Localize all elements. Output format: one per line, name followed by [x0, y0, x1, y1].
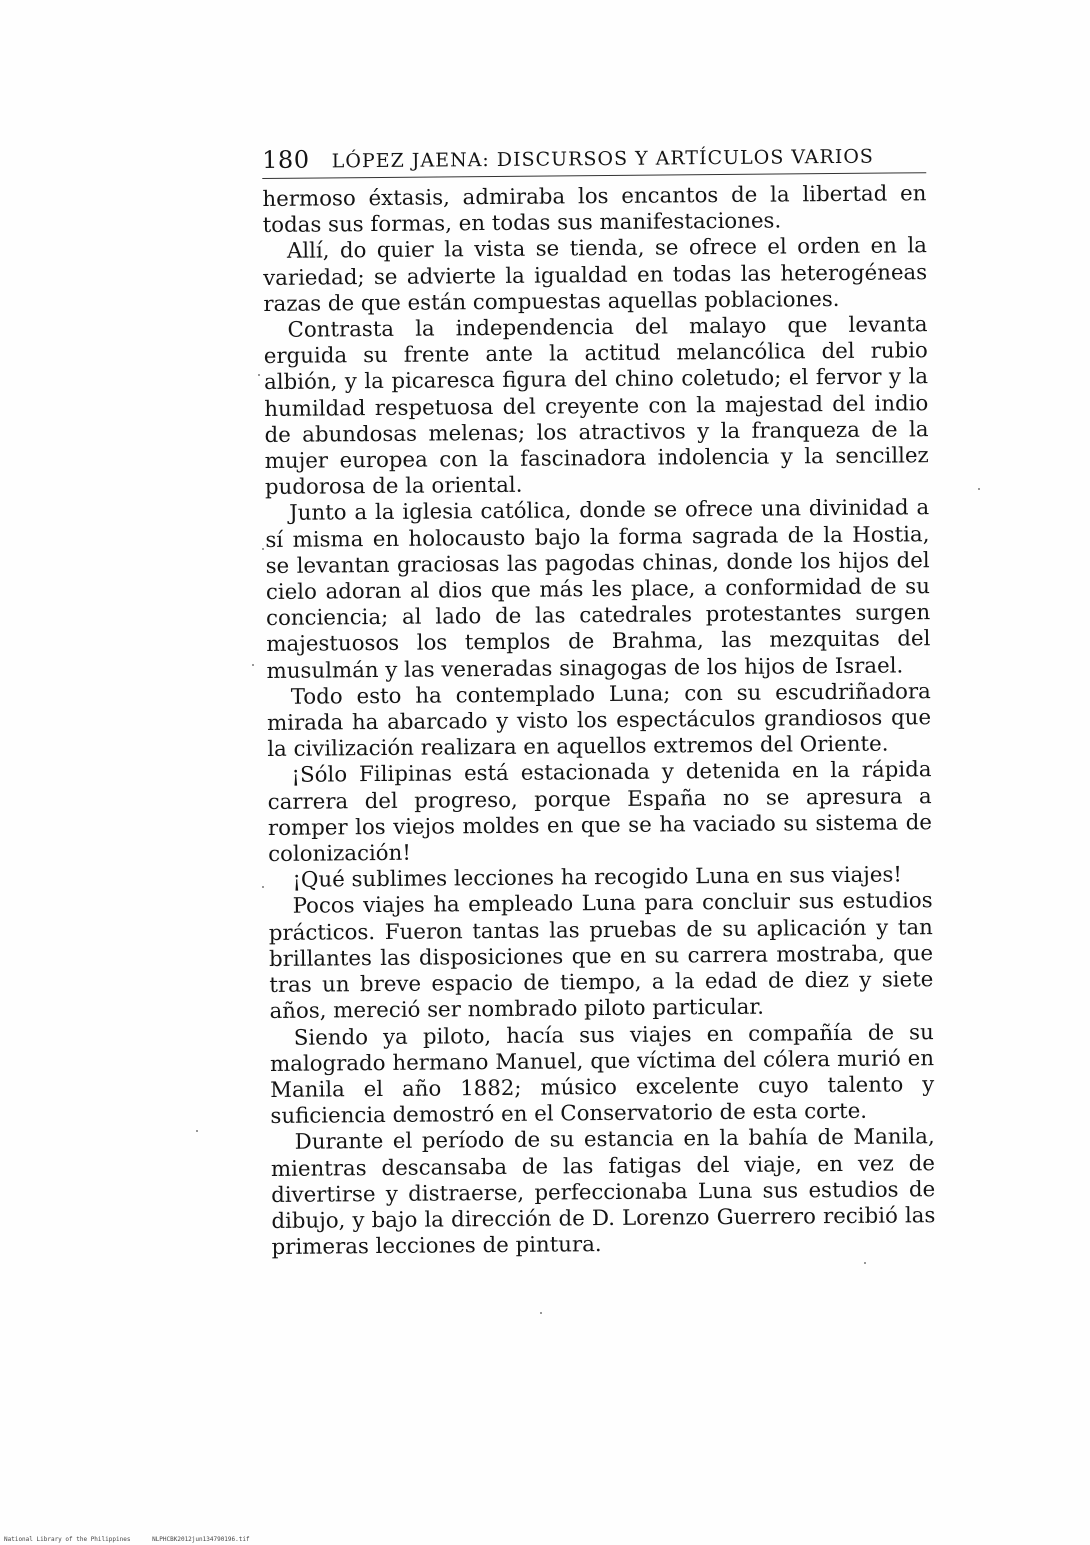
scan-speck	[262, 886, 264, 888]
paragraph: Durante el período de su estancia en la bahía de Manila, mientras descansaba de las fatigas del viaje, en vez de divertirse y distraerse, perfeccionaba Luna sus estudios de dibujo, y bajo la dirección de D. Lorenzo Guerrero recibió las primeras lecciones de pintura.	[270, 1124, 936, 1261]
paragraph: Todo esto ha contemplado Luna; con su escudriñadora mirada ha abarcado y visto los espectáculos grandiosos que la civilización realizara en aquellos extremos del Oriente.	[266, 679, 932, 763]
paragraph: hermoso éxtasis, admiraba los encantos de la libertad en todas sus formas, en todas sus manifestaciones.	[262, 181, 927, 239]
paragraph: Contrasta la independencia del malayo que levanta erguida su frente ante la actitud melancólica del rubio albión, y la picaresca figura del chino coletudo; el fervor y la humildad respetuosa del creyente con la majestad del indio de abundosas melenas; los atractivos y la franqueza de la mujer europea con la fascinadora indolencia y la sencillez pudorosa de la oriental.	[263, 312, 929, 501]
scan-speck	[864, 1262, 866, 1264]
paragraph: Junto a la iglesia católica, donde se ofrece una divinidad a sí misma en holocausto bajo la forma sagrada de la Hostia, se levantan graciosas las pagodas chinas, donde los hijos del cielo adoran al dios que más les place, a conformidad de su conciencia; al lado de las catedrales protestantes surgen majestuosos los templos de Brahma, las mezquitas del musulmán y las veneradas sinagogas de los hijos de Israel.	[265, 495, 931, 684]
running-header	[262, 140, 926, 179]
paragraph: Allí, do quier la vista se tienda, se ofrece el orden en la variedad; se advierte la igualdad en todas las heterogéneas razas de que están compuestas aquellas poblaciones.	[263, 233, 928, 317]
scan-speck	[540, 1312, 542, 1314]
scan-footer	[4, 1536, 250, 1543]
paragraph: Pocos viajes ha empleado Luna para concluir sus estudios prácticos. Fueron tantas las pruebas de su aplicación y tan brillantes las disposiciones que en su carrera mostraba, que tras un breve espacio de tiempo, a la edad de diez y siete años, mereció ser nombrado piloto particular.	[268, 888, 934, 1025]
scan-speck	[252, 664, 254, 666]
page-number: 180	[262, 145, 310, 174]
running-title: LÓPEZ JAENA: DISCURSOS Y ARTÍCULOS VARIOS	[331, 145, 874, 173]
scan-file-id: NLPHCBK2012jun134790196.tif	[152, 1536, 250, 1543]
scan-speck	[258, 374, 260, 376]
page-text-block	[262, 140, 936, 1261]
scan-speck	[978, 488, 980, 490]
paragraph: ¡Sólo Filipinas está estacionada y detenida en la rápida carrera del progreso, porque España no se apresura a romper los viejos moldes en que se ha vaciado su sistema de colonización!	[267, 757, 933, 868]
scan-speck	[262, 548, 264, 550]
paragraph: ¡Qué sublimes lecciones ha recogido Luna en sus viajes!	[292, 862, 903, 894]
paragraph: Siendo ya piloto, hacía sus viajes en compañía de su malogrado hermano Manuel, que víctima del cólera murió en Manila el año 1882; músico excelente cuyo talento y suficiencia demostró en el Conservatorio de esta corte.	[269, 1019, 935, 1130]
scan-speck	[196, 1130, 198, 1132]
library-credit: National Library of the Philippines	[4, 1536, 131, 1543]
